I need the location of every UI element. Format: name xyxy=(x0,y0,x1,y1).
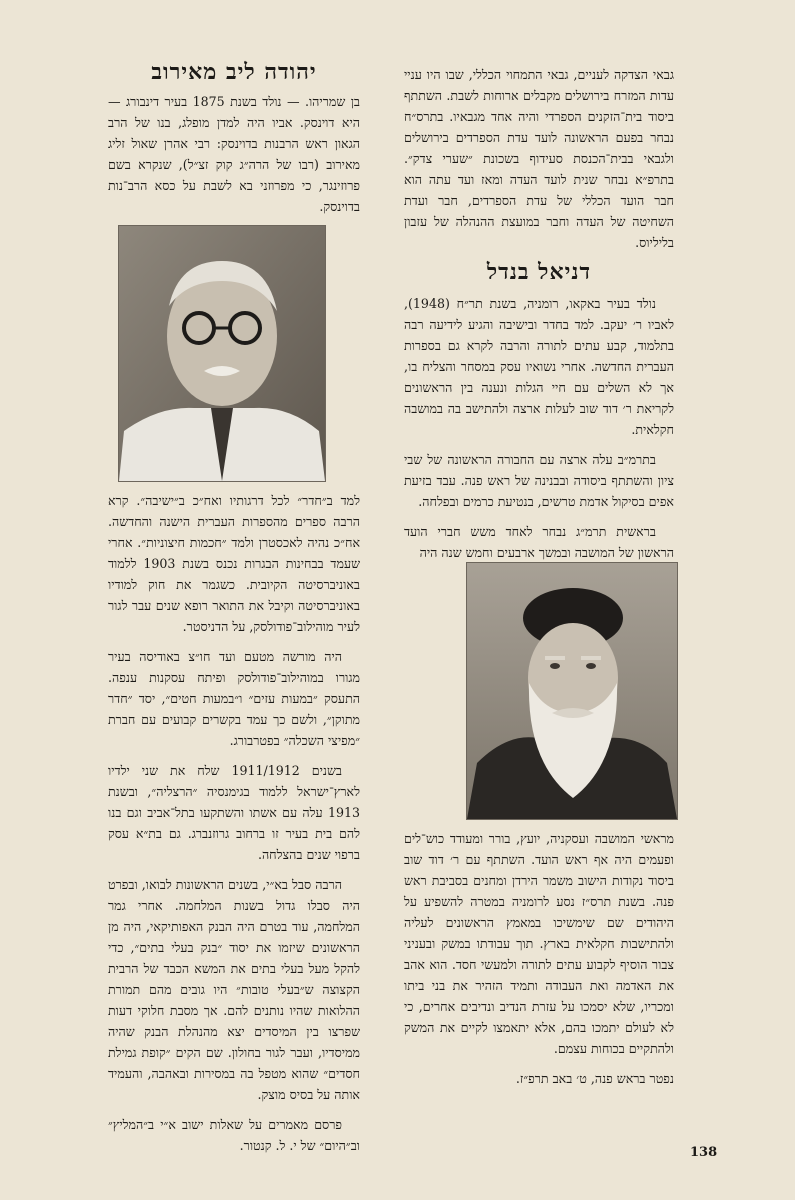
portrait-photo-meirov xyxy=(118,225,326,482)
paragraph: בתרמ״ב עלה ארצה עם החבורה הראשונה של שבי ציון והשתתף ביסודה ובבנינה של ראש פנה. עבד בזיעת אפים בסיקול אדמת טרשים, בנטיעת כרמים ובפלחה. xyxy=(404,452,674,509)
paragraph: למד ב״חדר״ לכל דרגותיו ואח״כ ב״ישיבה״. קרא הרבה ספרים מהספרות העברית הישנה והחדשה. אח״כ נהיה לאכסטרן ולמד ״חכמות חיצוניות״. אחרי שעמד בבחינות הבגרות נכנס בשנת 1903 ללמוד באוניברסיטה הקיובית. כשגמר את חוק למודיו באוניברסיטה וקיבל את התואר רופא שנים עבר לגור לעיר מוהילוב־פודולסק, על הדניסטר. xyxy=(108,493,361,634)
right-column-top xyxy=(404,64,674,262)
article-title-meirov: יהודה ליב מאירוב xyxy=(151,59,317,85)
page-number: 138 xyxy=(690,1145,718,1160)
paragraph: בשנים 1911/1912 שלח את שני ילדיו לארץ־ישראל ללמוד בגימנסיה ״הרצליה״, ובשנת 1913 עלה עם אשתו והשתקעו בתל־אביב וגם בנו להם בית בעיר זו ברחוב גרוזנברג. גם בת״א עסק ברפוי שנים בהצלחה. xyxy=(108,763,360,862)
paragraph: גבאי הצדקה לעניים, גבאי התמחוי הכללי, שבו היו עניי עדות המזרח בירושלים מקבלים ארוחות לשבת. השתתף ביסוד בית־הזקנים הספרדי והיה אחד מגבאיו. בתרס״ח נבחר בפעם הראשונה לועד עדת הספרדים בירושלים ולגבאי בבית־הכנסת סעידוף בשכונת ״שערי צדק״. בתרפ״א נבחר שנית לועד העדה ומאז ועד עתה הוא חבר הועד הכללי של עדת הספרדים, חבר ועדת השחיטה של העדה וחבר במועצת ההנהלה של עזבון בליליוס. xyxy=(404,67,674,250)
paragraph: פרסם מאמרים על שאלות ישוב א״י ב״המליץ״ וב״היום״ של י. ל. קנטור. xyxy=(108,1117,360,1153)
paragraph: בראשית תרמ״ג נבחר לאחד משש חברי הועד הראשון של המושבה ובמשך ארבעים וחמש שנה היה xyxy=(404,524,674,560)
paragraph: הרבה סבל בא״י, בשנים הראשונות לבואו, ובפרט היה סבלו גדול בשנות המלחמה. אחרי גמר המלחמה, עוד בטרם היה הבנק האפותיקאי, היה מן הראשונים שיזמו את יסוד ״בנק בעלי בתים״, כדי להקל מעל בעלי בתים את המשא הכבד של הרבית הקצוצה ש״בעלי טובות״ היו גובים מהם תמורת ההלואות שהיו נותנים להם. אך מסבת חלוקי דעות שפרצו בין המיסדים יצא מהנהלת הבנק שהיה ממיסדיו, ועבר לגור בחולון. שם הקים ״קופת גמילת חסדים״ שהוא מטפל בה במסירות ובאהבה, והעמיד אותה על בסיס מוצק. xyxy=(108,877,360,1102)
paragraph: היה מורשה מטעם ועד חו״צ באודיסה בעיר מגורו במוהילוב־פודולסק ופיתח עסקנות ענפה. התעסק ״במעות עזים״ ו״במעות חטים״, יסד ״חדר מתוקן״, ולשם כך עמד בקשרים קבועים עם חברת ״מפיצי השכלה״ בפטרבורג. xyxy=(108,649,360,748)
article-title-bendel: דניאל בנדל xyxy=(486,259,592,285)
portrait-photo-bendel xyxy=(466,562,678,820)
death-note: נפטר בראש פנה, ט׳ באב תרפ״ז. xyxy=(515,1071,674,1086)
portrait-man-glasses-image xyxy=(119,226,325,481)
paragraph: בן שמריהו. — נולד בשנת 1875 בעיר דינבורג — היא דוינסק. אביו היה למדן מופלג, בנו של הרב הגאון ראש הרבנות בדוינסק: רבי אהרן שאול זליג מאירוב (רבו של הרה״ג קוק זצ״ל), שנקרא בשם פרוזינגר, כי מפרוזני בא לשבת על כסא הרב־נות בדוינסק. xyxy=(108,94,360,214)
portrait-bearded-man-image xyxy=(467,563,677,819)
right-column-bottom xyxy=(404,828,674,1098)
bendel-article xyxy=(404,259,674,572)
paragraph: מראשי המושבה ועסקניה, יועץ, בורר ומעודד כוש־לים ופעמים היה אף ראש הועד. השתתף עם ר׳ דוד שוב ביסוד נקודות הישוב משמר הירדן ומחנים בסביבת ראש פנה. בשנת תרס״ז נסע לרומניה במטרה להשפיע על היהודים שם שימשיכו במאמץ הראשונים לעליה ולהתישבות חקלאית בארץ. תוך עבודתו במשק ובעניני צבור הוסיף לקבוע עתים לתורה ולמעשי חסד. הוא אהב את האדמה ואת העבודה ותמיד הזהיר את בני ביתו ומכריו, שלא יסמכו על עזרת הנדיב ונדיבים אחרים, כי לא לעולם יתמכו בהם, אלא יתאמצו לקיים את המשק ולהתקיים בכוחות עצמם. xyxy=(404,831,674,1056)
meirov-article-continued xyxy=(108,490,360,1165)
meirov-article xyxy=(108,59,360,226)
paragraph: נולד בעיר באקאו, רומניה, בשנת תר״ח (1948), לאביו ר׳ יעקב. למד בחדר ובישיבה והגיע לידיעה רבה בתלמוד, קבע עתים לתורה והרבה לקרא גם בספרות העברית החדשה. אחרי נשואיו עסק במסחר והצליח בו, אך לא השלים עם חיי הגלות ונענה בין הראשונים לקריאת ר׳ דוד שוב לעלות ארצה ולהתישב בה במושבה חקלאית. xyxy=(404,296,674,437)
